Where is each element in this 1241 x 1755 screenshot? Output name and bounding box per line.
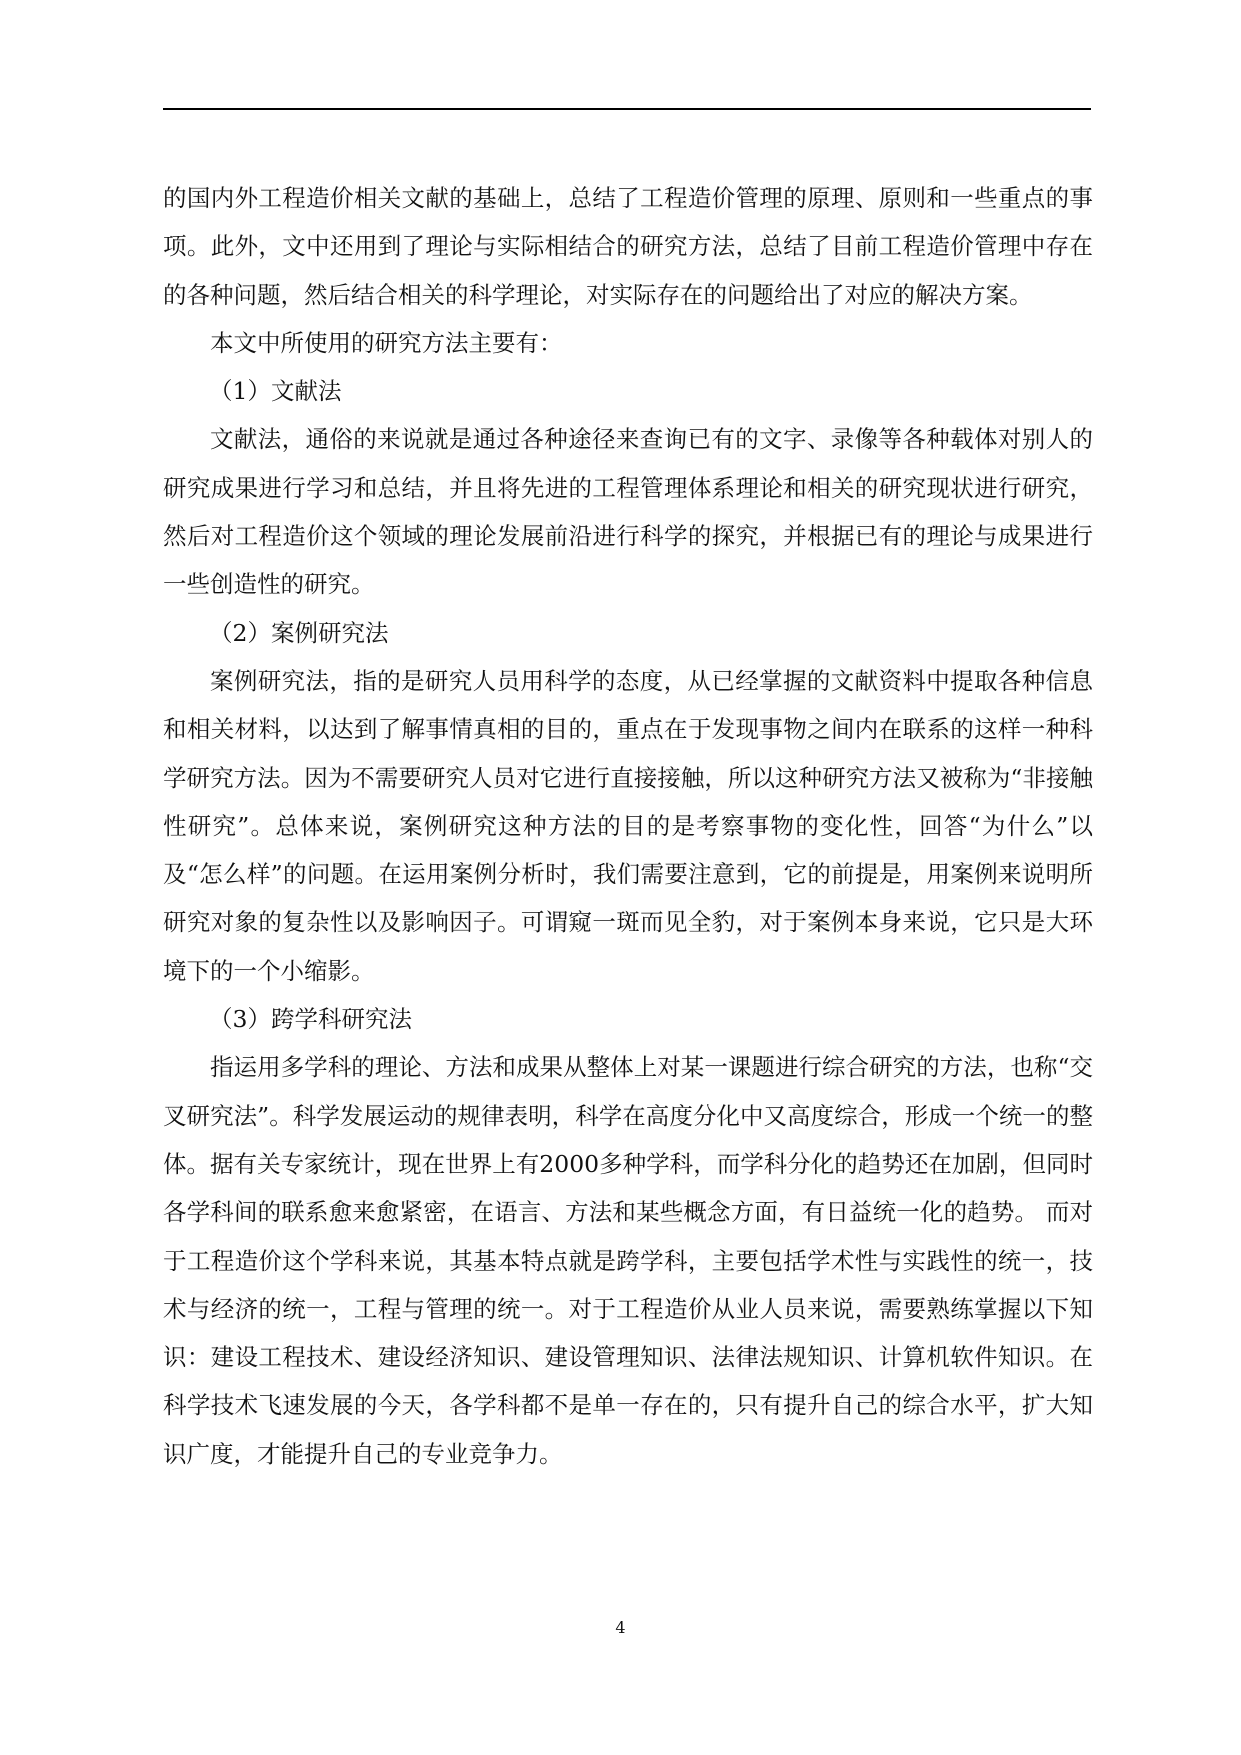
heading-interdisciplinary-method: （3）跨学科研究法 bbox=[209, 1005, 412, 1034]
paragraph-interdisciplinary-method: 指运用多学科的理论、方法和成果从整体上对某一课题进行综合研究的方法，也称“交叉研究法”。科学发展运动的规律表明，科学在高度分化中又高度综合，形成一个统一的整体。据有关专家统计，现在世界上有2000多种学科，而学科分化的趋势还在加剧，但同时各学科间的联系愈来愈紧密，在语言、方法和某些概念方面，有日益统一化的趋势。 而对于工程造价这个学科来说，其基本特点就是跨学科，主要包括学术性与实践性的统一，技术与经济的统一，工程与管理的统一。对于工程造价从业人员来说，需要熟练掌握以下知识：建设工程技术、建设经济知识、建设管理知识、法律法规知识、计算机软件知识。在科学技术飞速发展的今天，各学科都不是单一存在的，只有提升自己的综合水平，扩大知识广度，才能提升自己的专业竞争力。 bbox=[163, 1053, 1093, 1468]
heading-literature-method: （1）文献法 bbox=[209, 377, 342, 406]
body-text bbox=[163, 174, 1093, 1478]
page-number: 4 bbox=[615, 1618, 626, 1637]
header-rule bbox=[163, 108, 1091, 110]
paragraph-literature-method: 文献法，通俗的来说就是通过各种途径来查询已有的文字、录像等各种载体对别人的研究成果进行学习和总结，并且将先进的工程管理体系理论和相关的研究现状进行研究，然后对工程造价这个领域的理论发展前沿进行科学的探究，并根据已有的理论与成果进行一些创造性的研究。 bbox=[163, 425, 1093, 599]
paragraph-methods-intro: 本文中所使用的研究方法主要有： bbox=[210, 328, 563, 357]
heading-case-study-method: （2）案例研究法 bbox=[209, 618, 389, 647]
paragraph-continuation: 的国内外工程造价相关文献的基础上，总结了工程造价管理的原理、原则和一些重点的事项。此外，文中还用到了理论与实际相结合的研究方法，总结了目前工程造价管理中存在的各种问题，然后结合相关的科学理论，对实际存在的问题给出了对应的解决方案。 bbox=[163, 184, 1093, 309]
paragraph-case-study-method: 案例研究法，指的是研究人员用科学的态度，从已经掌握的文献资料中提取各种信息和相关材料，以达到了解事情真相的目的，重点在于发现事物之间内在联系的这样一种科学研究方法。因为不需要研究人员对它进行直接接触，所以这种研究方法又被称为“非接触性研究”。总体来说，案例研究这种方法的目的是考察事物的变化性，回答“为什么”以及“怎么样”的问题。在运用案例分析时，我们需要注意到，它的前提是，用案例来说明所研究对象的复杂性以及影响因子。可谓窥一斑而见全豹，对于案例本身来说，它只是大环境下的一个小缩影。 bbox=[163, 666, 1093, 985]
